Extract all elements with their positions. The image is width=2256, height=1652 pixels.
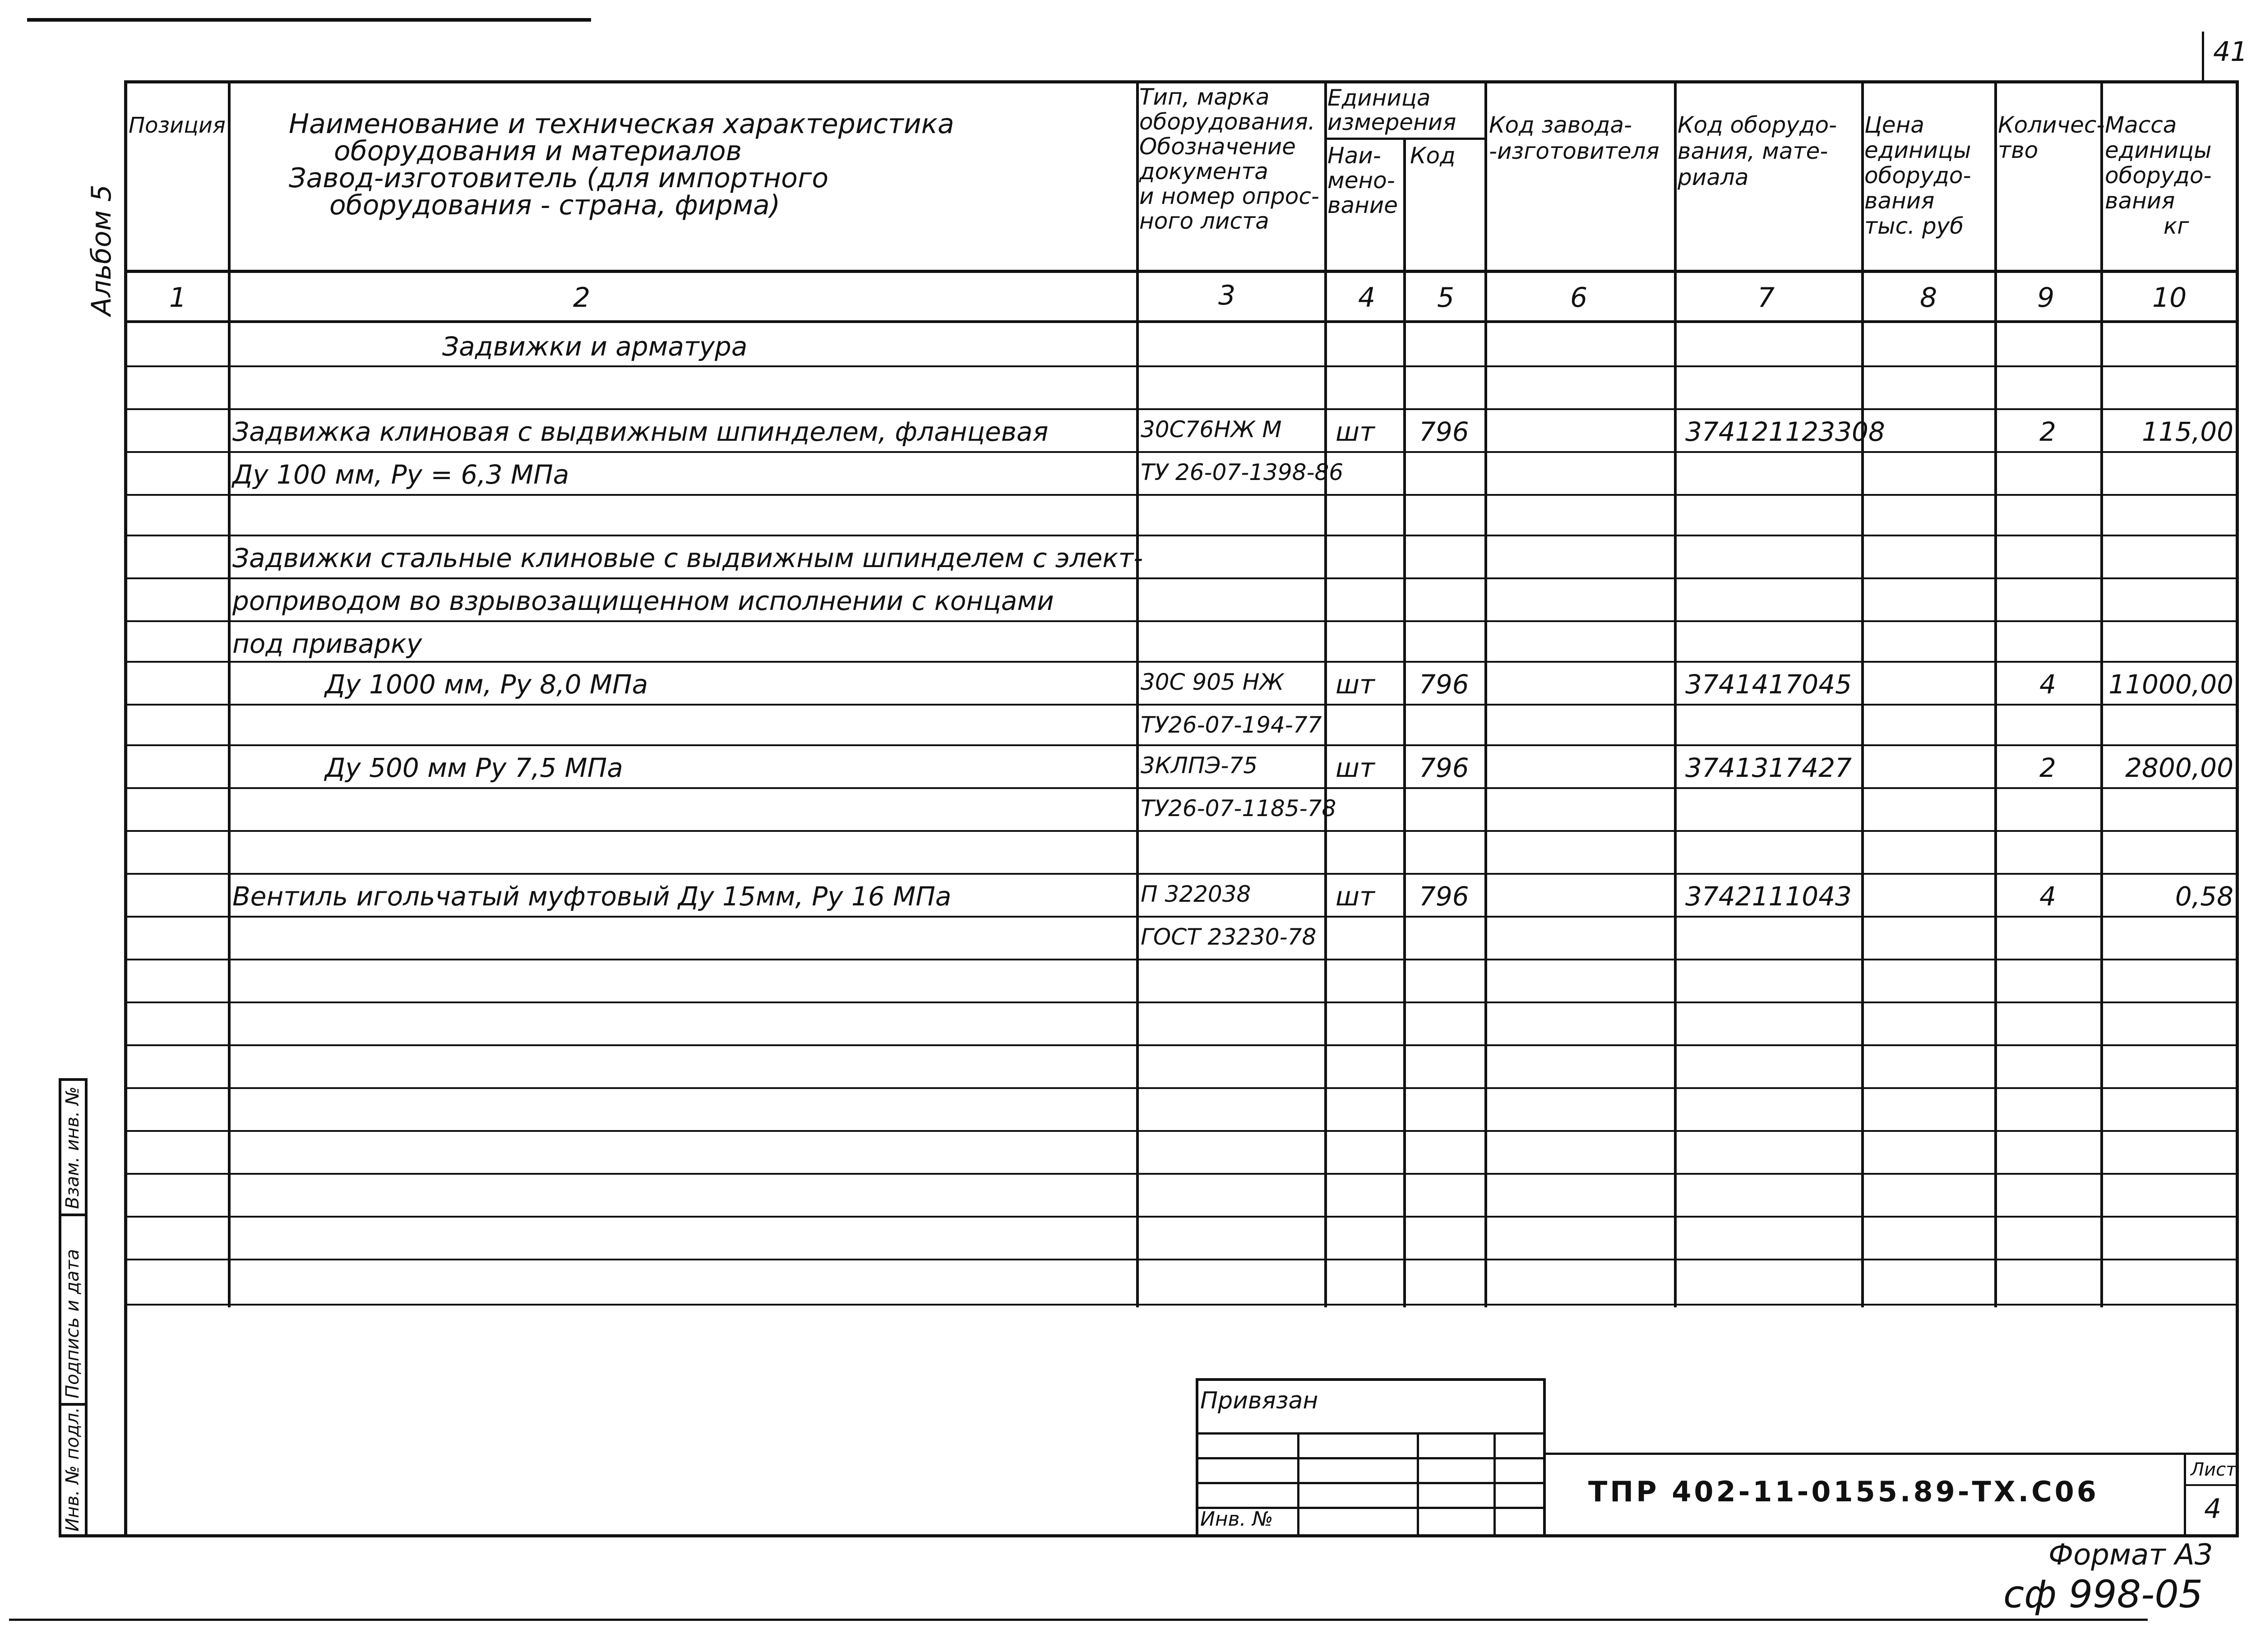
header-position: Позиция: [129, 113, 226, 138]
header-mass-line-2: единицы: [2105, 137, 2212, 163]
row-rule: [124, 1259, 2236, 1260]
col-line-2: [1136, 80, 1139, 1307]
titleblock-col-2: [1417, 1432, 1419, 1536]
row-rule: [124, 577, 2236, 579]
header-type-line-5: и номер опрос-: [1139, 183, 1319, 209]
colnum-2: 2: [573, 282, 591, 314]
row-rule: [124, 787, 2236, 789]
header-mass-line-4: вания: [2105, 188, 2175, 214]
format-label: Формат А3: [2048, 1538, 2213, 1572]
cell-name: Задвижка клиновая с выдвижным шпинделем, фланцевая: [232, 416, 1049, 447]
col-line-1: [228, 80, 231, 1307]
header-name-line-3: Завод-изготовитель (для импортного: [289, 162, 829, 194]
row-rule: [124, 704, 2236, 706]
colnum-3: 3: [1218, 280, 1236, 311]
titleblock-col-3: [1493, 1432, 1496, 1536]
header-type-line-4: документа: [1139, 158, 1268, 185]
header-price-line-2: единицы: [1864, 137, 1971, 163]
cell-qty: 4: [2039, 881, 2056, 912]
cell-type: 30С76НЖ М: [1141, 416, 1282, 443]
colnum-5: 5: [1437, 282, 1455, 314]
header-mass-line-1: Масса: [2105, 112, 2177, 138]
stamp-left: [59, 1078, 61, 1537]
header-name-line-2: оборудования и материалов: [334, 135, 742, 167]
cell-name: Ду 500 мм Ру 7,5 МПа: [325, 752, 623, 783]
header-price-line-5: тыс. руб: [1864, 213, 1964, 239]
col-line-6: [1674, 80, 1677, 1307]
header-price-line-4: вания: [1864, 188, 1935, 214]
colnum-6: 6: [1570, 282, 1588, 314]
row-rule: [124, 661, 2236, 663]
cell-equip-code: 3741317427: [1685, 752, 1852, 783]
col-line-5: [1484, 80, 1487, 1307]
titleblock-row-3: [1196, 1482, 1545, 1484]
titleblock-col-1: [1297, 1432, 1299, 1536]
header-type-line-1: Тип, марка: [1139, 84, 1270, 110]
header-mass-line-5: кг: [2164, 213, 2189, 239]
cell-equip-code: 3742111043: [1685, 881, 1852, 912]
header-type-line-2: оборудования.: [1139, 109, 1315, 135]
row-rule: [124, 1173, 2236, 1175]
cell-type: ТУ26-07-1185-78: [1141, 795, 1336, 821]
cell-type: ТУ 26-07-1398-86: [1141, 459, 1344, 485]
header-equip-line-3: риала: [1678, 164, 1749, 190]
stamp-signature-date: Подпись и дата: [62, 1249, 83, 1398]
stamp-vzam-inv: Взам. инв. №: [62, 1086, 83, 1209]
header-type-line-6: ного листа: [1139, 208, 1269, 234]
list-box-left: [2184, 1453, 2186, 1536]
colnum-9: 9: [2037, 282, 2055, 314]
row-rule: [124, 744, 2236, 746]
colnum-bottom-rule: [124, 320, 2236, 323]
cell-mass: 2800,00: [2125, 752, 2233, 783]
row-rule: [124, 1304, 2236, 1306]
row-rule: [124, 620, 2236, 622]
cell-type: ГОСТ 23230-78: [1141, 924, 1317, 950]
header-price-line-1: Цена: [1864, 112, 1924, 138]
header-factory-line-2: -изготовителя: [1489, 138, 1660, 164]
cell-code: 796: [1419, 881, 1469, 912]
cell-name: под приварку: [232, 628, 422, 659]
colnum-10: 10: [2152, 282, 2187, 314]
header-qty-line-1: Количес-: [1998, 112, 2105, 138]
cell-equip-code: 374121123308: [1685, 416, 1885, 447]
stamp-right: [85, 1078, 88, 1537]
cell-name: Вентиль игольчатый муфтовый Ду 15мм, Ру 16 МПа: [232, 881, 952, 912]
cell-name: Ду 100 мм, Ру = 6,3 МПа: [232, 459, 569, 490]
frame-bottom: [59, 1534, 2239, 1537]
header-name-line-1: Наименование и техническая характеристика: [289, 108, 954, 140]
cell-qty: 2: [2039, 416, 2056, 447]
cell-mass: 11000,00: [2108, 669, 2233, 700]
row-rule: [124, 959, 2236, 960]
colnum-7: 7: [1757, 282, 1775, 314]
row-rule: [124, 1044, 2236, 1046]
cell-name: роприводом во взрывозащищенном исполнении с концами: [232, 586, 1054, 616]
cell-unit: шт: [1336, 669, 1375, 700]
header-unit-name-line-1: Наи-: [1327, 143, 1381, 169]
colnum-4: 4: [1358, 282, 1376, 314]
cell-name: Задвижки стальные клиновые с выдвижным шпинделем с элект-: [232, 543, 1143, 573]
titleblock-row-2: [1196, 1457, 1545, 1459]
colnum-1: 1: [169, 282, 187, 314]
row-rule: [124, 451, 2236, 453]
header-equip-line-2: вания, мате-: [1678, 138, 1828, 164]
row-rule: [124, 535, 2236, 536]
header-bottom-rule: [124, 270, 2236, 273]
col-line-7: [1861, 80, 1864, 1307]
page-top-line: [27, 18, 591, 22]
stamp-top: [59, 1078, 88, 1081]
row-rule: [124, 916, 2236, 918]
row-rule: [124, 365, 2236, 367]
col-line-9: [2100, 80, 2103, 1307]
cell-type: П 322038: [1141, 881, 1251, 907]
document-code: ТПР 402-11-0155.89-ТХ.С06: [1588, 1475, 2099, 1508]
titleblock-row-1: [1196, 1432, 1545, 1435]
header-qty-line-2: тво: [1998, 137, 2039, 163]
cell-unit: шт: [1336, 752, 1375, 783]
header-name-line-4: оборудования - страна, фирма): [329, 189, 781, 221]
frame-left: [124, 80, 127, 1537]
header-unit-code: Код: [1410, 143, 1456, 169]
privyazan-label: Привязан: [1200, 1387, 1318, 1414]
row-rule: [124, 494, 2236, 496]
row-rule: [124, 1087, 2236, 1089]
sheet-number-box-left: [2202, 32, 2204, 81]
row-rule: [124, 830, 2236, 832]
inv-no-label: Инв. №: [1200, 1508, 1273, 1531]
cell-code: 796: [1419, 752, 1469, 783]
list-number: 4: [2204, 1493, 2222, 1525]
cell-type: ТУ26-07-194-77: [1141, 712, 1322, 738]
stamp-div-2: [59, 1403, 88, 1406]
cell-qty: 4: [2039, 669, 2056, 700]
col-line-4: [1403, 140, 1406, 1307]
cell-type: 30С 905 НЖ: [1141, 669, 1284, 695]
doc-code-top: [1545, 1453, 2239, 1455]
cell-unit: шт: [1336, 881, 1375, 912]
cell-name: Ду 1000 мм, Ру 8,0 МПа: [325, 669, 648, 700]
header-mass-line-3: оборудо-: [2105, 162, 2212, 189]
header-factory-line-1: Код завода-: [1489, 112, 1632, 138]
header-price-line-3: оборудо-: [1864, 162, 1971, 189]
cell-name: Задвижки и арматура: [442, 331, 748, 362]
album-label: Альбом 5: [86, 185, 117, 316]
list-box-mid: [2184, 1484, 2238, 1486]
frame-right: [2236, 80, 2239, 1537]
col-line-3: [1324, 80, 1327, 1307]
cell-code: 796: [1419, 416, 1469, 447]
header-unit-name-line-3: вание: [1327, 192, 1398, 218]
cell-mass: 115,00: [2142, 416, 2233, 447]
col-line-8: [1994, 80, 1997, 1307]
row-rule: [124, 873, 2236, 875]
handwritten-note: сф 998-05: [2003, 1572, 2203, 1616]
header-unit-name-line-2: мено-: [1327, 167, 1395, 194]
row-rule: [124, 408, 2236, 410]
header-type-line-3: Обозначение: [1139, 134, 1296, 160]
stamp-inv-podl: Инв. № подл.: [62, 1407, 83, 1532]
titleblock-top: [1196, 1378, 1545, 1381]
cell-unit: шт: [1336, 416, 1375, 447]
page-bottom-line: [9, 1619, 2148, 1621]
unit-group-rule: [1324, 138, 1484, 140]
row-rule: [124, 1001, 2236, 1003]
cell-code: 796: [1419, 669, 1469, 700]
header-unit-group: Единица измерения: [1327, 85, 1456, 135]
cell-equip-code: 3741417045: [1685, 669, 1852, 700]
row-rule: [124, 1216, 2236, 1218]
header-equip-line-1: Код оборудо-: [1678, 112, 1837, 138]
cell-qty: 2: [2039, 752, 2056, 783]
cell-mass: 0,58: [2175, 881, 2233, 912]
list-label: Лист: [2191, 1459, 2237, 1480]
cell-type: 3КЛПЭ-75: [1141, 752, 1258, 779]
sheet-top-number: 41: [2213, 36, 2248, 68]
frame-top: [124, 80, 2236, 83]
colnum-8: 8: [1920, 282, 1937, 314]
row-rule: [124, 1130, 2236, 1132]
stamp-div-1: [59, 1214, 88, 1216]
